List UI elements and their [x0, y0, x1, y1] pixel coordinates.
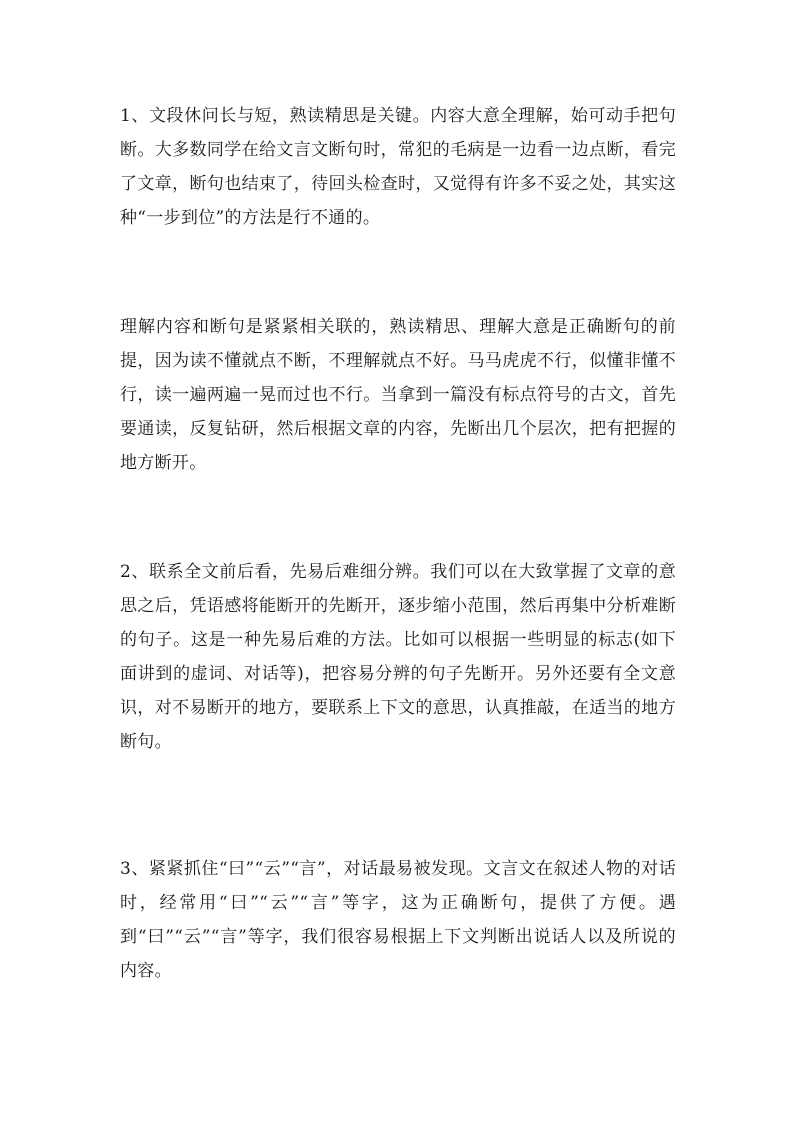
paragraph-1: 1、文段休问长与短，熟读精思是关键。内容大意全理解，始可动手把句断。大多数同学在给文言文断句时，常犯的毛病是一边看一边点断，看完了文章，断句也结束了，待回头检查时，又觉得有许多不妥之处，其实这种“一步到位”的方法是行不通的。 — [120, 106, 676, 228]
paragraph-3: 2、联系全文前后看，先易后难细分辨。我们可以在大致掌握了文章的意思之后，凭语感将能断开的先断开，逐步缩小范围，然后再集中分析难断的句子。这是一种先易后难的方法。比如可以根据一些明显的标志(如下面讲到的虚词、对话等)，把容易分辨的句子先断开。另外还要有全文意识，对不易断开的地方，要联系上下文的意思，认真推敲，在适当的地方断句。 — [120, 562, 676, 752]
paragraph-4: 3、紧紧抓住“曰”“云”“言”，对话最易被发现。文言文在叙述人物的对话时，经常用“曰”“云”“言”等字，这为正确断句，提供了方便。遇到“曰”“云”“言”等字，我们很容易根据上下文判断出说话人以及所说的 内容。 — [120, 859, 676, 981]
paragraph-2: 理解内容和断句是紧紧相关联的，熟读精思、理解大意是正确断句的前提，因为读不懂就点不断，不理解就点不好。马马虎虎不行，似懂非懂不行，读一遍两遍一晃而过也不行。当拿到一篇没有标点符号的古文，首先要通读，反复钻研，然后根据文章的内容，先断出几个层次，把有把握的地方断开。 — [120, 317, 676, 473]
